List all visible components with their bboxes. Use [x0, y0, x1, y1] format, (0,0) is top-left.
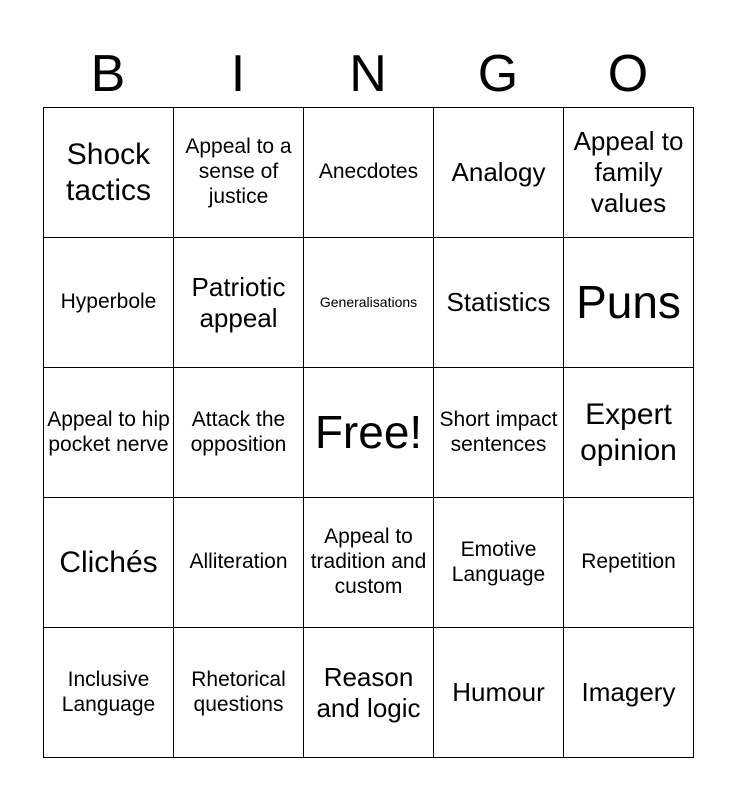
- cell-text: Reason and logic: [316, 661, 421, 723]
- bingo-cell: [174, 368, 304, 498]
- bingo-cell: [564, 108, 694, 238]
- bingo-grid: [43, 107, 694, 758]
- bingo-cell: [304, 628, 434, 758]
- bingo-cell: [44, 238, 174, 368]
- bingo-cell: [434, 238, 564, 368]
- bingo-cell: [434, 108, 564, 238]
- bingo-cell: [44, 108, 174, 238]
- bingo-cell: [44, 368, 174, 498]
- bingo-cell: [174, 108, 304, 238]
- cell-text: Expert opinion: [580, 398, 677, 467]
- bingo-cell: [434, 628, 564, 758]
- bingo-header: [43, 40, 693, 108]
- cell-text: Puns: [576, 276, 681, 329]
- bingo-cell: [564, 628, 694, 758]
- header-letter-b: B: [90, 45, 126, 103]
- cell-text: Appeal to a sense of justice: [185, 135, 292, 208]
- bingo-cell: [44, 628, 174, 758]
- header-letter-i: I: [230, 45, 246, 103]
- bingo-cell: [434, 498, 564, 628]
- bingo-cell: [564, 368, 694, 498]
- cell-text: Repetition: [581, 550, 676, 574]
- bingo-cell: [174, 628, 304, 758]
- bingo-cell: [304, 108, 434, 238]
- free-cell: [304, 368, 434, 498]
- bingo-cell: [304, 498, 434, 628]
- cell-text: Short impact sentences: [439, 407, 558, 456]
- header-letter-n: N: [349, 45, 387, 103]
- header-letter-g: G: [477, 45, 519, 103]
- cell-text: Appeal to hip pocket nerve: [47, 407, 170, 456]
- cell-text: Emotive Language: [451, 537, 546, 586]
- cell-text: Rhetorical questions: [191, 667, 286, 716]
- cell-text: Inclusive Language: [61, 667, 156, 716]
- cell-text: Imagery: [581, 677, 676, 708]
- cell-text: Hyperbole: [60, 290, 157, 314]
- cell-text: Generalisations: [319, 294, 418, 311]
- bingo-cell: [304, 238, 434, 368]
- cell-text: Clichés: [59, 545, 158, 579]
- cell-text: Appeal to family values: [573, 126, 684, 218]
- cell-text: Shock tactics: [65, 138, 152, 207]
- cell-text: Humour: [452, 677, 545, 708]
- cell-text: Patriotic appeal: [191, 271, 286, 333]
- bingo-cell: [44, 498, 174, 628]
- cell-text: Appeal to tradition and custom: [310, 525, 427, 598]
- cell-text: Analogy: [451, 157, 546, 188]
- bingo-cell: [564, 238, 694, 368]
- bingo-cell: [174, 498, 304, 628]
- cell-text: Attack the opposition: [190, 407, 287, 456]
- bingo-cell: [434, 368, 564, 498]
- cell-text: Free!: [314, 406, 423, 459]
- cell-text: Statistics: [446, 287, 551, 318]
- header-letter-o: O: [607, 45, 649, 103]
- cell-text: Anecdotes: [318, 160, 419, 184]
- cell-text: Alliteration: [189, 550, 288, 574]
- bingo-cell: [564, 498, 694, 628]
- bingo-cell: [174, 238, 304, 368]
